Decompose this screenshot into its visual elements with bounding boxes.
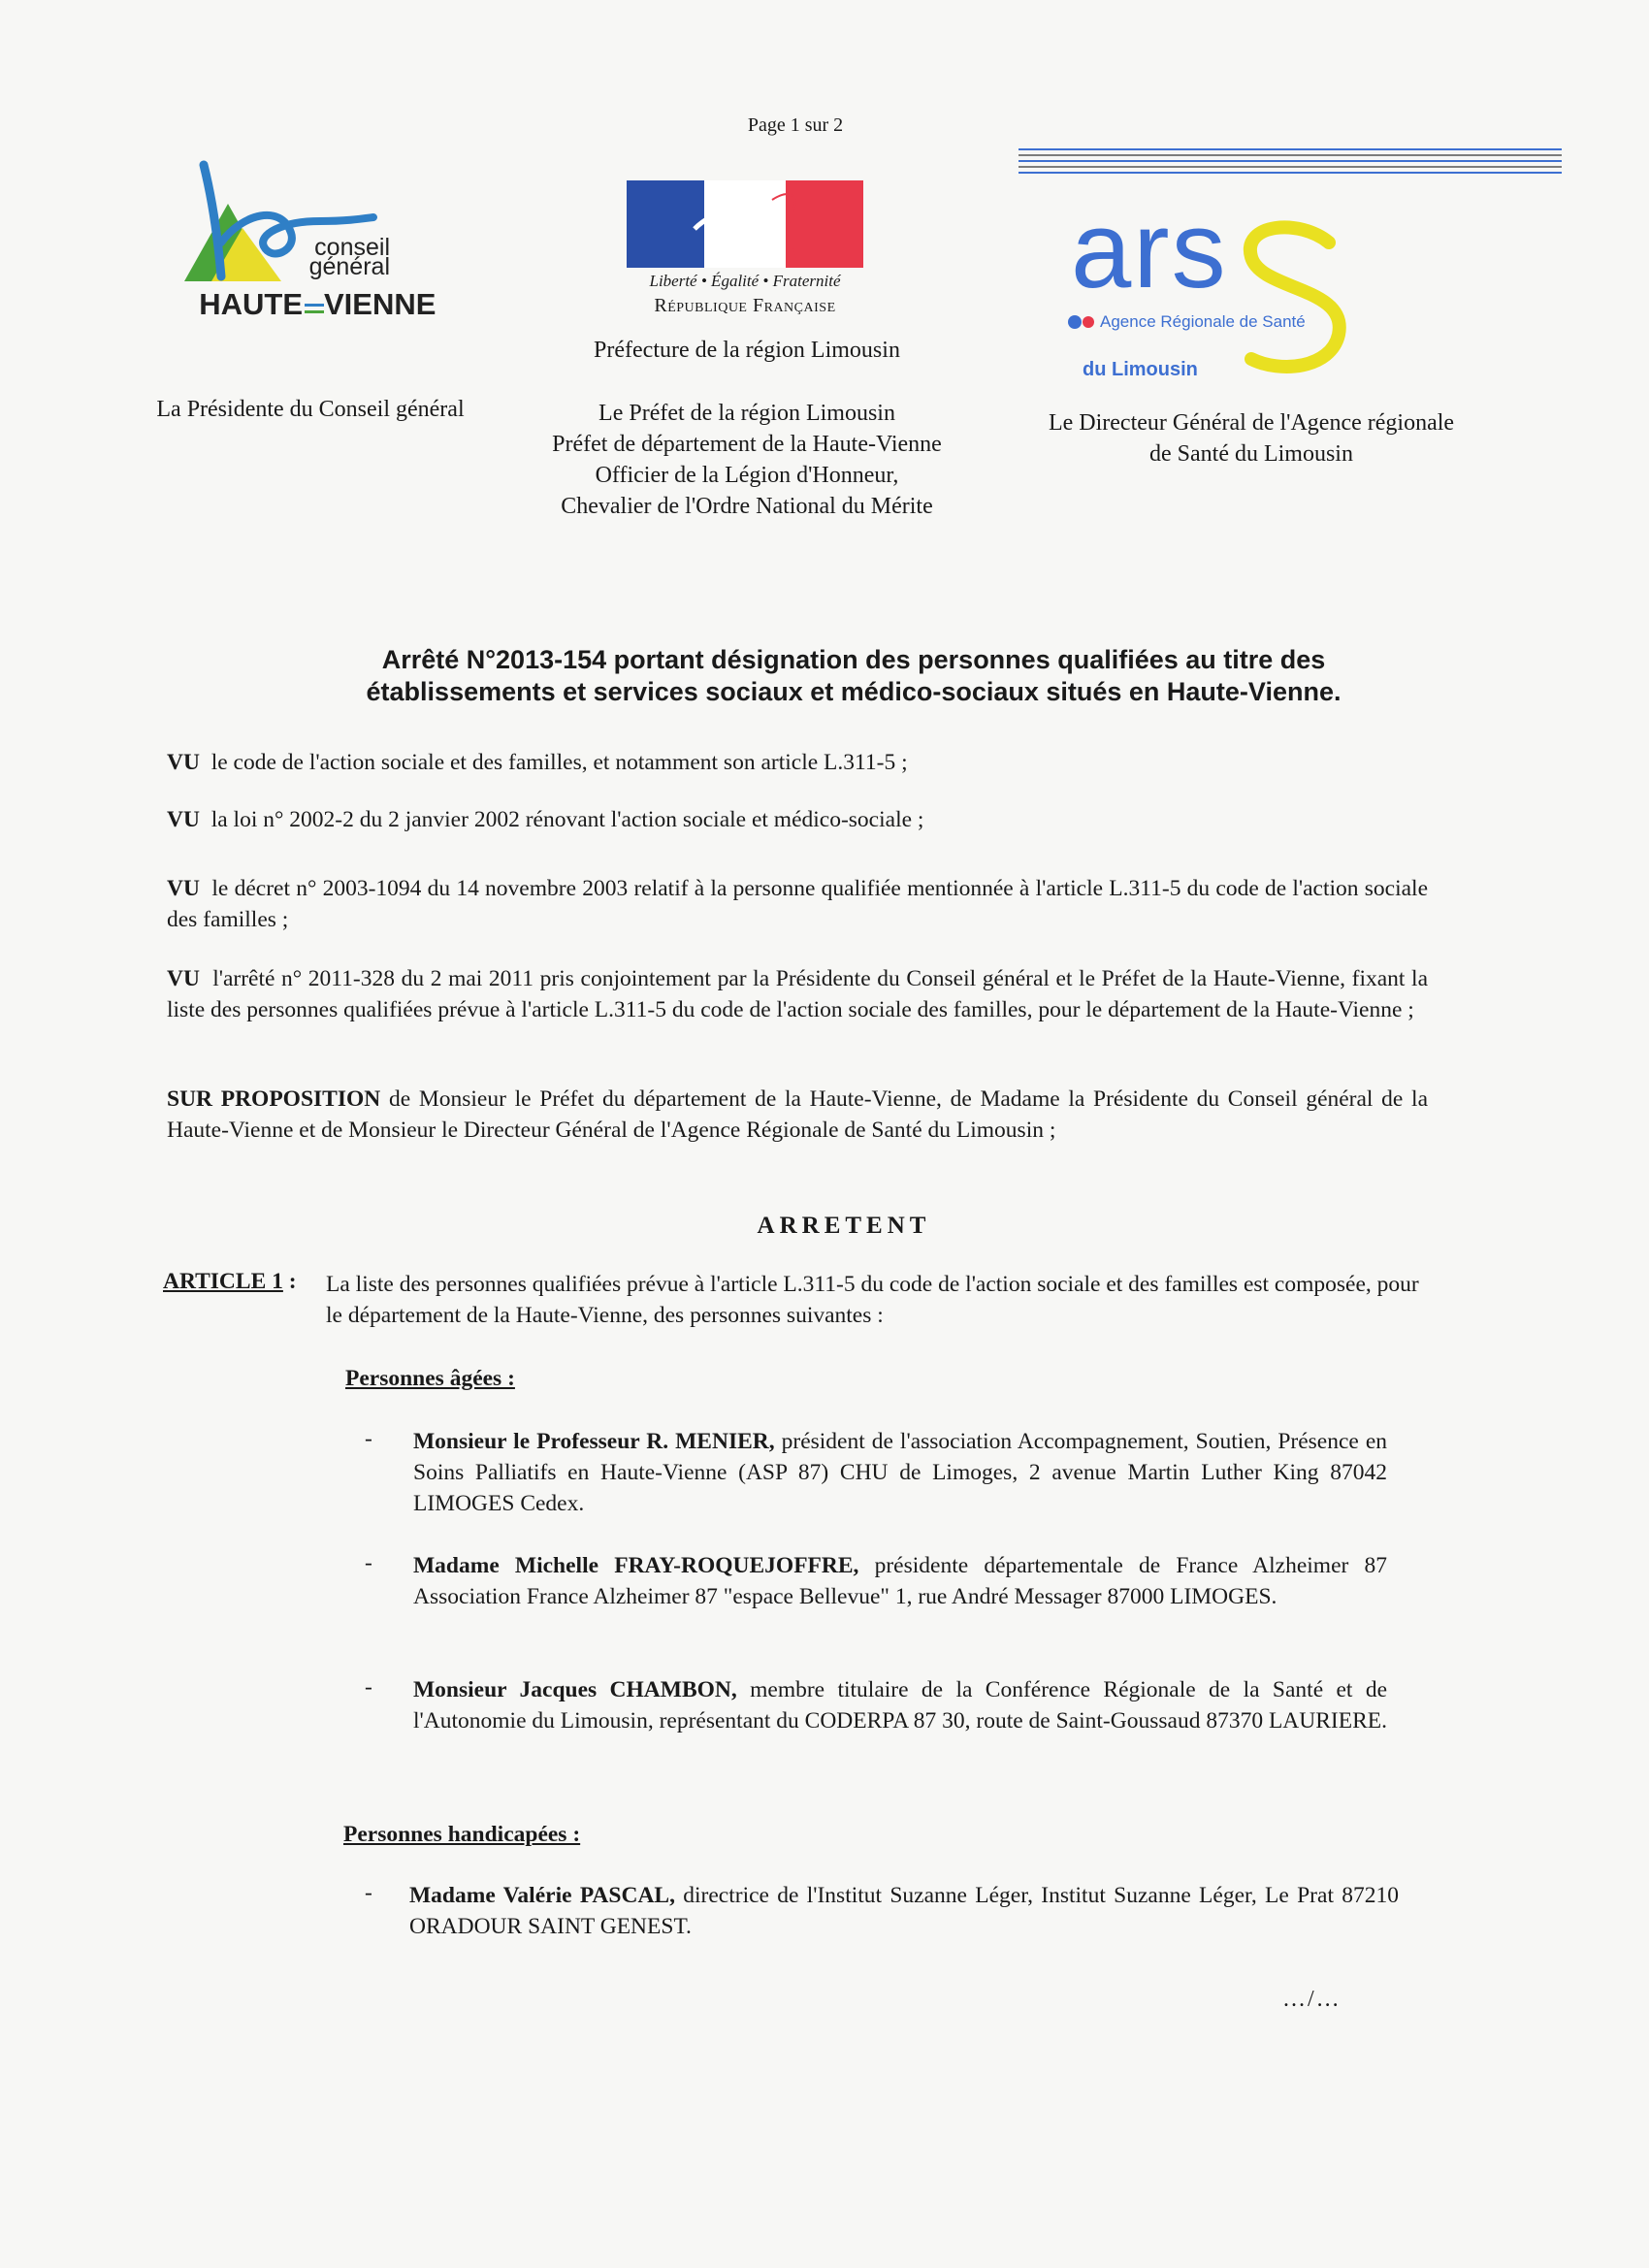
person-name: Monsieur Jacques CHAMBON, [413,1677,737,1702]
section-heading-personnes-handicapees: Personnes handicapées : [343,1822,581,1847]
visa-paragraph [167,804,1428,835]
visa-text: la loi n° 2002-2 du 2 janvier 2002 rénovant l'action sociale et médico-sociale ; [210,807,924,832]
list-bullet: - [365,1880,372,1905]
proposition-lead: SUR PROPOSITION [167,1086,381,1112]
ars-region: du Limousin [1083,359,1198,380]
cg-caption: La Présidente du Conseil général [156,397,465,422]
article-1-label: ARTICLE 1 [163,1269,283,1294]
visa-paragraph [167,873,1428,935]
ars-agency-name: Agence Régionale de Santé [1100,312,1306,331]
cg-dash-bottom [305,310,324,313]
cg-word-conseil: conseil [314,234,390,261]
cg-word-general: général [308,253,390,280]
cg-dash-top [305,304,324,307]
visa-paragraph [167,747,1428,778]
article-1-colon: : [282,1269,297,1294]
cg-word-haute: HAUTE [199,287,303,321]
person-name: Monsieur le Professeur R. MENIER, [413,1429,775,1454]
visa-paragraph [167,963,1428,1025]
person-details: présidente départementale de France Alzheimer 87 Association France Alzheimer 87 "espace Bellevue" 1, rue André Messager 87000 LIMOGES. [413,1553,1387,1609]
list-item [413,1426,1387,1519]
rf-name: République Française [654,295,836,316]
document-title [146,644,1562,708]
prefet-line: Préfet de département de la Haute-Vienne [552,432,942,457]
arretent-heading: ARRETENT [757,1213,931,1239]
person-name: Madame Valérie PASCAL, [409,1883,675,1908]
person-details: directrice de l'Institut Suzanne Léger, Institut Suzanne Léger, Le Prat 87210 ORADOUR SAINT GENEST. [409,1883,1400,1939]
article-1-label-wrap [163,1269,297,1295]
prefecture-label: Préfecture de la région Limousin [594,338,900,363]
ars-caption-line: de Santé du Limousin [1149,441,1353,467]
list-bullet: - [365,1426,372,1451]
ars-logo [1057,189,1368,398]
ars-caption [999,407,1504,470]
prefet-line: Officier de la Légion d'Honneur, [595,463,899,488]
page-number: Page 1 sur 2 [747,114,844,136]
visa-text: le décret n° 2003-1094 du 14 novembre 2003 relatif à la personne qualifiée mentionnée à l'article L.311-5 du code de l'action sociale des familles ; [167,876,1429,932]
section-heading-personnes-agees: Personnes âgées : [345,1366,515,1391]
prefet-line: Chevalier de l'Ordre National du Mérite [561,494,933,519]
article-1-text: La liste des personnes qualifiées prévue à l'article L.311-5 du code de l'action sociale et des familles est composée, pour le département de la Haute-Vienne, des personnes suivantes : [326,1272,1419,1328]
person-details: président de l'association Accompagnement, Soutien, Présence en Soins Palliatifs en Haute-Vienne (ASP 87) CHU de Limoges, 2 avenue Martin Luther King 87042 LIMOGES Cedex. [413,1429,1388,1516]
proposition-paragraph [167,1084,1428,1146]
list-bullet: - [365,1674,372,1700]
title-line: Arrêté N°2013-154 portant désignation des personnes qualifiées au titre des [381,645,1326,674]
visa-text: l'arrêté n° 2011-328 du 2 mai 2011 pris conjointement par la Présidente du Conseil général et le Préfet de la Haute-Vienne, fixant la liste des personnes qualifiées prévue à l'article L.311-5 du code de l'action sociale des familles, pour le département de la Haute-Vienne ; [167,966,1429,1022]
person-details: membre titulaire de la Conférence Régionale de la Santé et de l'Autonomie du Limousin, représentant du CODERPA 87 30, route de Saint-Goussaud 87370 LAURIERE. [413,1677,1387,1733]
rf-motto: Liberté • Égalité • Fraternité [649,272,841,290]
ars-wordmark: ars [1071,189,1228,310]
visa-lead: VU [167,876,200,901]
visa-lead: VU [167,750,200,775]
list-bullet: - [365,1550,372,1575]
cg-word-vienne: VIENNE [324,287,436,321]
prefet-line: Le Préfet de la région Limousin [598,401,895,426]
marianne-icon [627,180,863,268]
ars-header-lines [1018,147,1562,177]
list-item [413,1550,1387,1612]
person-name: Madame Michelle FRAY-ROQUEJOFFRE, [413,1553,859,1578]
prefet-titles [514,398,980,522]
visa-lead: VU [167,966,200,991]
conseil-general-logo [175,146,466,330]
list-item [409,1880,1399,1942]
visa-text: le code de l'action sociale et des familles, et notamment son article L.311-5 ; [210,750,908,775]
visa-lead: VU [167,807,200,832]
list-item [413,1674,1387,1736]
proposition-text: de Monsieur le Préfet du département de la Haute-Vienne, de Madame la Présidente du Conseil général de la Haute-Vienne et de Monsieur le Directeur Général de l'Agence Régionale de Santé du Limousin ; [167,1086,1428,1143]
continuation-mark: …/… [1282,1987,1342,2012]
ars-caption-line: Le Directeur Général de l'Agence régionale [1048,410,1455,436]
title-line: établissements et services sociaux et médico-sociaux situés en Haute-Vienne. [366,677,1342,706]
